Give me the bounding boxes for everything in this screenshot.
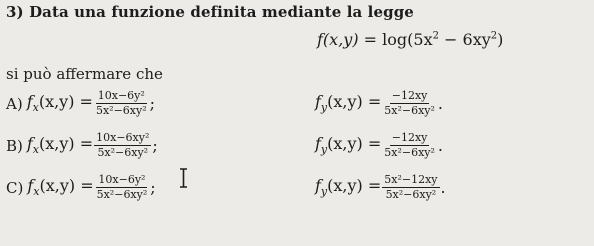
fy-fraction	[382, 174, 439, 201]
fx-args: (x,y) =	[38, 92, 93, 112]
function-exponent-1: 2	[432, 30, 439, 42]
fy-subscript: y	[320, 143, 328, 157]
fy-end: .	[437, 94, 444, 113]
fy-fraction	[382, 90, 437, 117]
fx-fraction	[94, 132, 151, 159]
fx-denominator: 5x²−6xy²	[95, 104, 147, 117]
fx-separator: ;	[152, 136, 158, 155]
fx-subscript: x	[33, 185, 40, 199]
fx-fraction	[95, 174, 150, 201]
fy-symbol: f	[315, 92, 321, 112]
fy-args: (x,y) =	[327, 92, 382, 112]
option-c-fx	[6, 174, 156, 201]
fx-separator: ;	[149, 94, 155, 113]
fy-subscript: y	[320, 101, 328, 115]
fy-numerator: 5x²−12xy	[384, 173, 438, 186]
option-a-fx	[6, 90, 155, 117]
fy-subscript: y	[320, 185, 328, 199]
function-definition	[317, 30, 503, 49]
function-lhs: f(x,y)	[317, 30, 359, 49]
question-heading	[6, 3, 414, 21]
option-b-fx	[6, 132, 158, 159]
fy-end: .	[440, 178, 446, 197]
fy-args: (x,y) =	[327, 134, 382, 154]
fx-fraction	[94, 90, 149, 117]
fx-denominator: 5x²−6xy²	[96, 188, 148, 201]
fx-symbol: f	[26, 134, 33, 154]
fx-numerator: 10x−6y²	[97, 89, 145, 102]
fy-symbol: f	[315, 134, 321, 154]
fx-numerator: 10x−6xy²	[96, 131, 150, 144]
fy-symbol: f	[315, 176, 321, 196]
function-equals: =	[363, 30, 378, 49]
fy-denominator: 5x²−6xy²	[385, 188, 437, 201]
fx-denominator: 5x²−6xy²	[97, 146, 149, 159]
intro-text: si può affermare che	[6, 65, 163, 83]
function-rhs-mid: − 6xy	[438, 30, 491, 49]
option-c-fy	[315, 174, 446, 201]
function-rhs-prefix: log(5x	[382, 30, 433, 49]
fx-separator: ;	[150, 178, 156, 197]
fx-subscript: x	[32, 101, 39, 115]
fy-args: (x,y) =	[327, 176, 382, 196]
fy-end: .	[437, 136, 444, 155]
fx-args: (x,y) =	[39, 134, 94, 154]
option-a-fy	[315, 90, 443, 117]
fx-symbol: f	[27, 176, 34, 196]
fy-fraction	[382, 132, 437, 159]
fy-numerator: −12xy	[391, 89, 428, 102]
option-letter: A)	[6, 94, 23, 113]
question-title: Data una funzione definita mediante la legge	[29, 3, 414, 21]
fx-args: (x,y) =	[39, 176, 94, 196]
function-rhs-suffix: )	[497, 30, 504, 49]
fy-numerator: −12xy	[391, 131, 428, 144]
function-exponent-2: 2	[490, 30, 498, 42]
fx-numerator: 10x−6y²	[98, 173, 146, 186]
fx-symbol: f	[26, 92, 33, 112]
text-cursor-icon	[179, 168, 188, 188]
fy-denominator: 5x²−6xy²	[384, 146, 435, 159]
fy-denominator: 5x²−6xy²	[384, 104, 435, 117]
option-letter: B)	[6, 136, 23, 155]
option-letter: C)	[6, 178, 24, 197]
question-number: 3)	[6, 3, 24, 21]
option-b-fy	[315, 132, 443, 159]
fx-subscript: x	[32, 143, 40, 157]
